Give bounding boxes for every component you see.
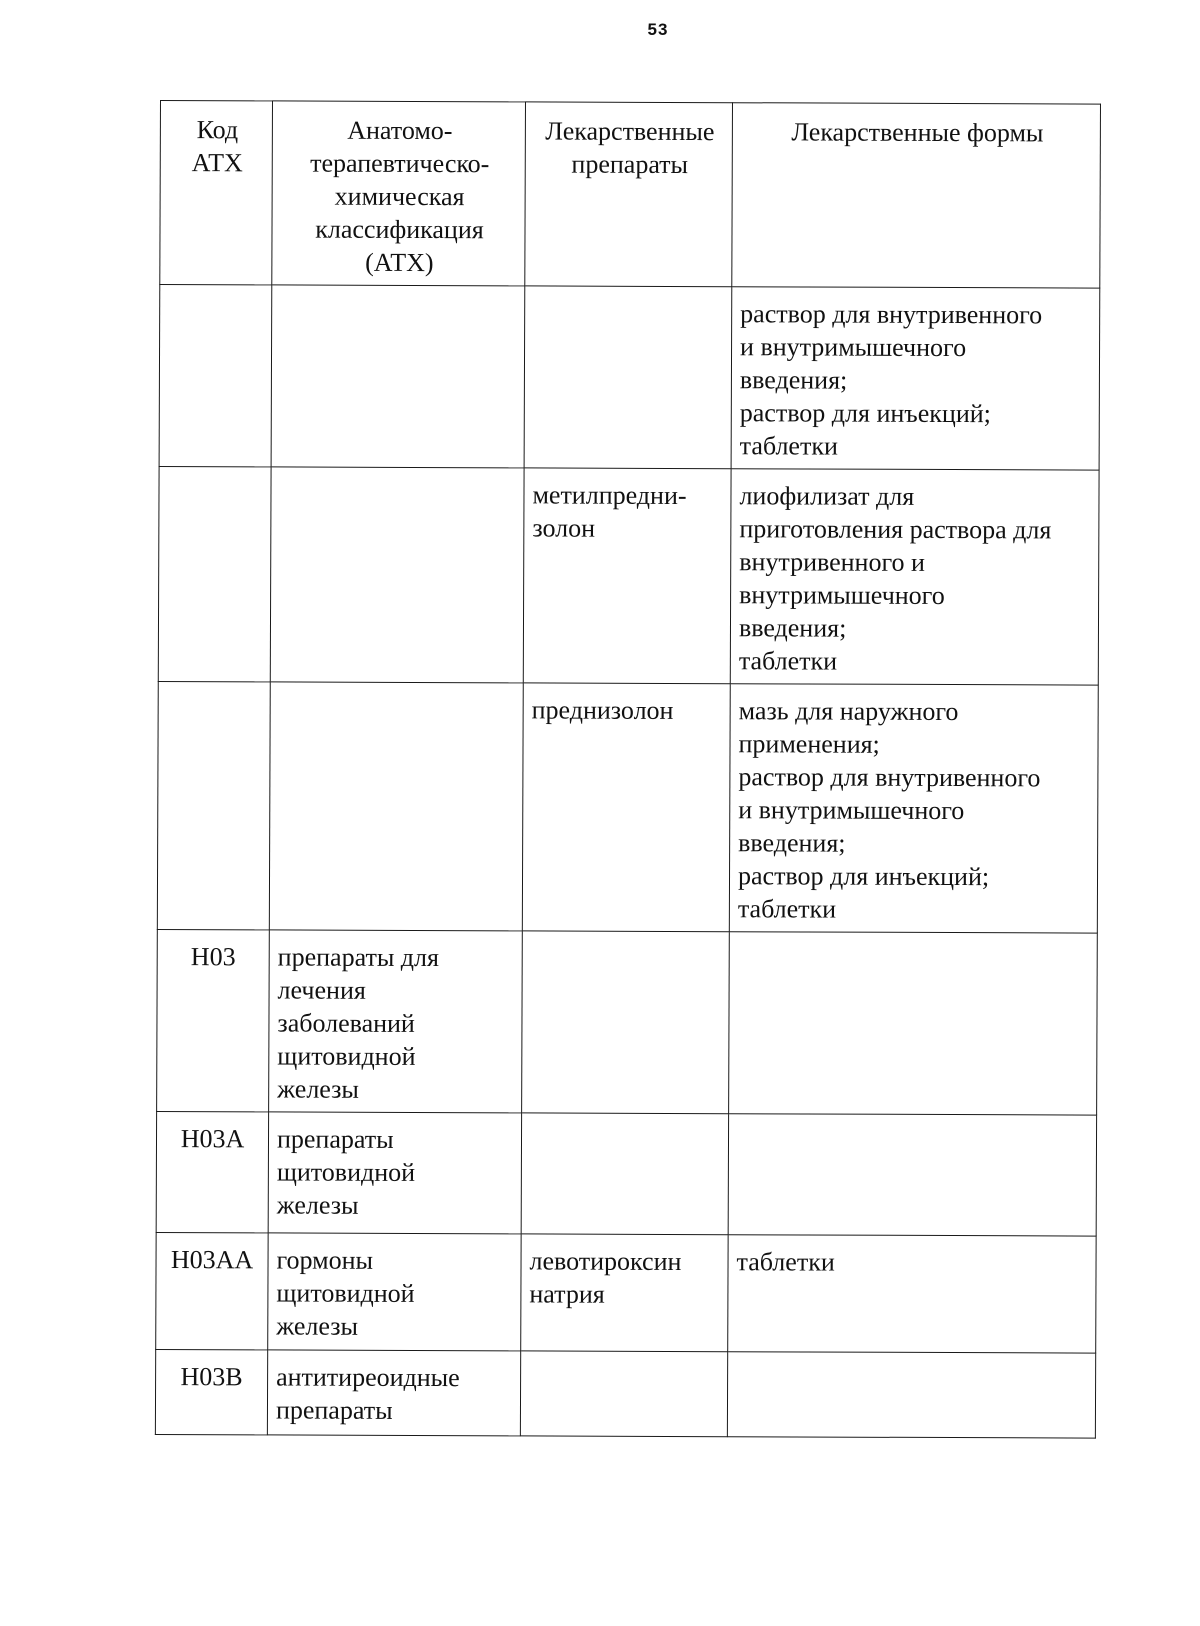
cell-dosage-forms xyxy=(728,1114,1096,1236)
cell-drug: левотироксин натрия xyxy=(521,1234,728,1352)
table-row xyxy=(157,929,1098,1115)
table-row xyxy=(159,285,1100,471)
table-row xyxy=(156,1232,1096,1353)
cell-atc-code: H03AA xyxy=(156,1232,268,1349)
cell-atc-code xyxy=(157,681,270,929)
cell-atc-code: H03B xyxy=(155,1349,267,1434)
cell-dosage-forms: таблетки xyxy=(728,1235,1096,1353)
table-row xyxy=(156,1111,1096,1236)
cell-classification xyxy=(270,467,524,683)
cell-dosage-forms: лиофилизат для приготовления раствора для внутривенного и внутримышечного введения; таблетки xyxy=(730,469,1099,685)
cell-atc-code xyxy=(158,466,271,681)
cell-drug xyxy=(524,286,732,469)
cell-drug: метилпредни- золон xyxy=(523,468,731,684)
cell-dosage-forms: мазь для наружного применения; раствор для внутривенного и внутримышечного введения; раствор для инъекций; таблетки xyxy=(729,684,1098,933)
page-number: 53 xyxy=(647,20,669,39)
header-atc-classification: Анатомо- терапевтическо- химическая классификация (АТХ) xyxy=(272,101,526,286)
cell-dosage-forms: раствор для внутривенного и внутримышечного введения; раствор для инъекций; таблетки xyxy=(731,287,1100,470)
cell-dosage-forms xyxy=(727,1352,1095,1438)
atc-drug-table xyxy=(155,100,1101,1439)
cell-atc-code xyxy=(159,285,272,467)
table-row xyxy=(155,1349,1095,1438)
header-drugs: Лекарственные препараты xyxy=(525,102,733,287)
cell-atc-code: H03 xyxy=(157,929,270,1111)
cell-classification: препараты для лечения заболеваний щитовидной железы xyxy=(269,930,523,1113)
cell-classification: препараты щитовидной железы xyxy=(268,1112,521,1234)
table-row xyxy=(157,681,1098,933)
cell-drug xyxy=(520,1351,727,1437)
cell-atc-code: H03A xyxy=(156,1111,268,1232)
table-row xyxy=(158,466,1099,685)
cell-dosage-forms xyxy=(729,932,1098,1115)
cell-classification: гормоны щитовидной железы xyxy=(268,1233,521,1351)
cell-drug xyxy=(521,1113,728,1235)
cell-drug xyxy=(522,931,730,1114)
cell-classification: антитиреоидные препараты xyxy=(267,1350,520,1436)
table-header-row xyxy=(160,101,1101,289)
cell-drug: преднизолон xyxy=(522,683,730,932)
cell-classification xyxy=(269,682,523,931)
header-atc-code: Код АТХ xyxy=(160,101,273,285)
cell-classification xyxy=(271,285,525,468)
header-dosage-forms: Лекарственные формы xyxy=(732,103,1101,288)
